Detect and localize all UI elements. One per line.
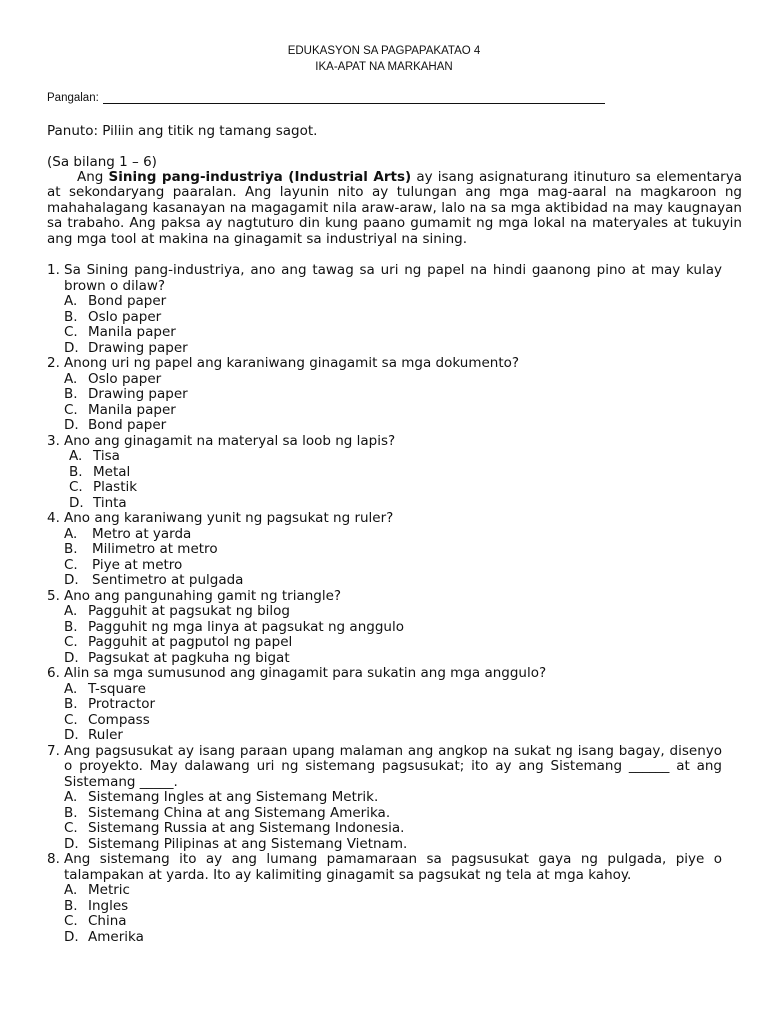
answer-choice[interactable] bbox=[47, 899, 722, 915]
choice-text: Sentimetro at pulgada bbox=[92, 572, 244, 588]
choice-letter: A. bbox=[64, 882, 78, 898]
choice-text: Sistemang Pilipinas at ang Sistemang Vietnam. bbox=[88, 835, 408, 852]
choice-text: Protractor bbox=[88, 696, 156, 712]
choice-letter: D. bbox=[64, 928, 79, 945]
choice-letter: B. bbox=[69, 463, 83, 480]
choice-text: Milimetro at metro bbox=[92, 541, 218, 557]
choice-text: Bond paper bbox=[88, 293, 167, 309]
choice-list bbox=[47, 449, 722, 511]
choice-text: Pagguhit ng mga linya at pagsukat ng anggulo bbox=[88, 618, 404, 635]
choice-text: Plastik bbox=[93, 479, 138, 495]
choice-text: Pagsukat at pagkuha ng bigat bbox=[88, 649, 290, 666]
choice-text: Tisa bbox=[93, 448, 120, 464]
choice-text: Sistemang Russia at ang Sistemang Indonesia. bbox=[88, 820, 405, 836]
choice-text: Drawing paper bbox=[88, 339, 188, 356]
choice-list bbox=[47, 790, 722, 852]
question-item bbox=[47, 434, 722, 512]
choice-text: Metro at yarda bbox=[92, 525, 192, 542]
choice-text: Metric bbox=[88, 882, 130, 898]
question-stem bbox=[47, 434, 722, 450]
choice-letter: A. bbox=[64, 525, 78, 542]
choice-letter: A. bbox=[69, 448, 83, 464]
passage-body: ay isang asignaturang itinuturo sa elementarya at sekondaryang paaralan. Ang layunin nito ay tulungan ang mga mag-aaral na magkaroon ng mahahalagang kasanayan na magagamit nila araw-araw, lalo na sa mga aktibidad na may kaugnayan sa trabaho. Ang paksa ay nagtuturo din kung paano gumamit ng mga lokal na materyales at tukuyin ang mga tool at makina na ginagamit sa industriyal na sining. bbox=[47, 169, 742, 247]
question-text: Ano ang ginagamit na materyal sa loob ng lapis? bbox=[64, 432, 396, 449]
question-stem bbox=[47, 356, 722, 372]
choice-text: Sistemang Ingles at ang Sistemang Metrik. bbox=[88, 789, 379, 805]
question-text: Ang sistemang ito ay ang lumang pamamaraan sa pagsusukat gaya ng pulgada, piye o talampakan at yarda. Ito ay kalimiting ginagamit sa pagsukat ng tela at mga kahoy. bbox=[64, 851, 722, 883]
choice-text: Pagguhit at pagsukat ng bilog bbox=[88, 603, 291, 619]
choice-text: Tinta bbox=[93, 494, 127, 511]
question-stem bbox=[47, 744, 722, 791]
choice-letter: D. bbox=[64, 835, 79, 852]
page-subtitle: IKA-APAT NA MARKAHAN bbox=[315, 61, 453, 73]
answer-choice[interactable] bbox=[47, 930, 722, 946]
choice-text: Ruler bbox=[88, 727, 123, 743]
choice-text: Sistemang China at ang Sistemang Amerika. bbox=[88, 804, 391, 821]
answer-choice[interactable] bbox=[47, 480, 722, 496]
choice-text: Compass bbox=[88, 711, 150, 728]
name-label: Pangalan: bbox=[47, 92, 99, 104]
choice-text: Pagguhit at pagputol ng papel bbox=[88, 634, 293, 650]
choice-letter: D. bbox=[64, 727, 79, 743]
choice-letter: C. bbox=[69, 479, 83, 495]
choice-letter: C. bbox=[64, 401, 78, 418]
answer-choice[interactable] bbox=[47, 310, 722, 326]
name-row bbox=[47, 92, 605, 104]
answer-choice[interactable] bbox=[47, 372, 722, 388]
question-number: 6. bbox=[47, 665, 60, 681]
choice-text: Drawing paper bbox=[88, 386, 188, 402]
answer-choice[interactable] bbox=[47, 403, 722, 419]
answer-choice[interactable] bbox=[47, 604, 722, 620]
answer-choice[interactable] bbox=[47, 527, 722, 543]
name-blank-line[interactable] bbox=[103, 92, 605, 104]
question-item bbox=[47, 744, 722, 853]
choice-letter: B. bbox=[64, 541, 78, 557]
question-number: 8. bbox=[47, 851, 60, 867]
choice-letter: D. bbox=[64, 417, 79, 433]
answer-choice[interactable] bbox=[47, 682, 722, 698]
choice-text: Metal bbox=[93, 463, 131, 480]
choice-letter: C. bbox=[64, 913, 78, 929]
choice-letter: A. bbox=[64, 293, 78, 309]
choice-letter: C. bbox=[64, 634, 78, 650]
question-number: 2. bbox=[47, 355, 60, 371]
reading-passage bbox=[47, 170, 742, 247]
choice-list bbox=[47, 294, 722, 356]
choice-list bbox=[47, 372, 722, 434]
question-number: 1. bbox=[47, 262, 60, 278]
question-item bbox=[47, 589, 722, 667]
answer-choice[interactable] bbox=[47, 558, 722, 574]
choice-letter: A. bbox=[64, 603, 78, 619]
question-stem bbox=[47, 589, 722, 605]
question-item bbox=[47, 511, 722, 589]
choice-text: Oslo paper bbox=[88, 370, 162, 387]
choice-text: Amerika bbox=[88, 928, 144, 945]
choice-text: Manila paper bbox=[88, 401, 176, 418]
question-number: 5. bbox=[47, 587, 60, 604]
choice-letter: B. bbox=[64, 386, 78, 402]
answer-choice[interactable] bbox=[47, 728, 722, 744]
choice-letter: C. bbox=[64, 820, 78, 836]
answer-choice[interactable] bbox=[47, 635, 722, 651]
question-item bbox=[47, 666, 722, 744]
choice-text: T-square bbox=[88, 680, 146, 697]
choice-letter: D. bbox=[64, 339, 79, 356]
question-text: Anong uri ng papel ang karaniwang ginagamit sa mga dokumento? bbox=[64, 355, 520, 371]
choice-letter: D. bbox=[64, 572, 79, 588]
question-item bbox=[47, 356, 722, 434]
choice-list bbox=[47, 604, 722, 666]
page-title: EDUKASYON SA PAGPAPAKATAO 4 bbox=[287, 45, 481, 57]
answer-choice[interactable] bbox=[47, 821, 722, 837]
choice-letter: A. bbox=[64, 370, 78, 387]
question-number: 4. bbox=[47, 510, 60, 526]
choice-letter: C. bbox=[64, 711, 78, 728]
answer-choice[interactable] bbox=[47, 697, 722, 713]
passage-lead: Ang bbox=[77, 169, 109, 185]
answer-choice[interactable] bbox=[47, 465, 722, 481]
answer-choice[interactable] bbox=[47, 806, 722, 822]
choice-letter: B. bbox=[64, 618, 78, 635]
choice-text: Manila paper bbox=[88, 324, 176, 340]
answer-choice[interactable] bbox=[47, 542, 722, 558]
choice-letter: D. bbox=[64, 649, 79, 666]
choice-text: Bond paper bbox=[88, 417, 167, 433]
choice-letter: B. bbox=[64, 897, 78, 914]
question-list bbox=[47, 263, 722, 945]
answer-choice[interactable] bbox=[47, 620, 722, 636]
question-text: Ano ang karaniwang yunit ng pagsukat ng ruler? bbox=[64, 510, 394, 526]
question-stem bbox=[47, 852, 722, 883]
question-item bbox=[47, 852, 722, 945]
question-stem bbox=[47, 511, 722, 527]
answer-choice[interactable] bbox=[47, 325, 722, 341]
choice-text: Oslo paper bbox=[88, 308, 162, 325]
choice-letter: C. bbox=[64, 324, 78, 340]
answer-choice[interactable] bbox=[47, 651, 722, 667]
question-range-label: (Sa bilang 1 – 6) bbox=[47, 154, 157, 170]
question-stem bbox=[47, 666, 722, 682]
choice-letter: B. bbox=[64, 696, 78, 712]
choice-letter: D. bbox=[69, 494, 84, 511]
choice-list bbox=[47, 682, 722, 744]
answer-choice[interactable] bbox=[47, 883, 722, 899]
choice-letter: A. bbox=[64, 789, 78, 805]
choice-text: Ingles bbox=[88, 897, 129, 914]
choice-letter: B. bbox=[64, 804, 78, 821]
question-number: 7. bbox=[47, 742, 60, 759]
question-text: Ano ang pangunahing gamit ng triangle? bbox=[64, 587, 342, 604]
question-text: Sa Sining pang-industriya, ano ang tawag sa uri ng papel na hindi gaanong pino at may kulay brown o dilaw? bbox=[64, 262, 722, 294]
answer-choice[interactable] bbox=[47, 713, 722, 729]
answer-choice[interactable] bbox=[47, 573, 722, 589]
choice-letter: A. bbox=[64, 680, 78, 697]
choice-letter: C. bbox=[64, 556, 78, 573]
answer-choice[interactable] bbox=[47, 341, 722, 357]
answer-choice[interactable] bbox=[47, 790, 722, 806]
passage-bold-term: Sining pang-industriya (Industrial Arts) bbox=[108, 169, 412, 185]
choice-list bbox=[47, 883, 722, 945]
choice-letter: B. bbox=[64, 308, 78, 325]
answer-choice[interactable] bbox=[47, 449, 722, 465]
choice-text: China bbox=[88, 913, 127, 929]
instructions: Panuto: Piliin ang titik ng tamang sagot. bbox=[47, 123, 318, 139]
answer-choice[interactable] bbox=[47, 294, 722, 310]
question-text: Alin sa mga sumusunod ang ginagamit para sukatin ang mga anggulo? bbox=[64, 665, 547, 681]
choice-text: Piye at metro bbox=[92, 556, 183, 573]
answer-choice[interactable] bbox=[47, 914, 722, 930]
question-stem bbox=[47, 263, 722, 294]
answer-choice[interactable] bbox=[47, 496, 722, 512]
question-text: Ang pagsusukat ay isang paraan upang malaman ang angkop na sukat ng isang bagay, disenyo o proyekto. May dalawang uri ng sistemang pagsusukat; ito ay ang Sistemang ______ at ang Sistemang _____. bbox=[64, 742, 722, 790]
question-number: 3. bbox=[47, 432, 60, 449]
answer-choice[interactable] bbox=[47, 837, 722, 853]
question-item bbox=[47, 263, 722, 356]
answer-choice[interactable] bbox=[47, 418, 722, 434]
choice-list bbox=[47, 527, 722, 589]
answer-choice[interactable] bbox=[47, 387, 722, 403]
